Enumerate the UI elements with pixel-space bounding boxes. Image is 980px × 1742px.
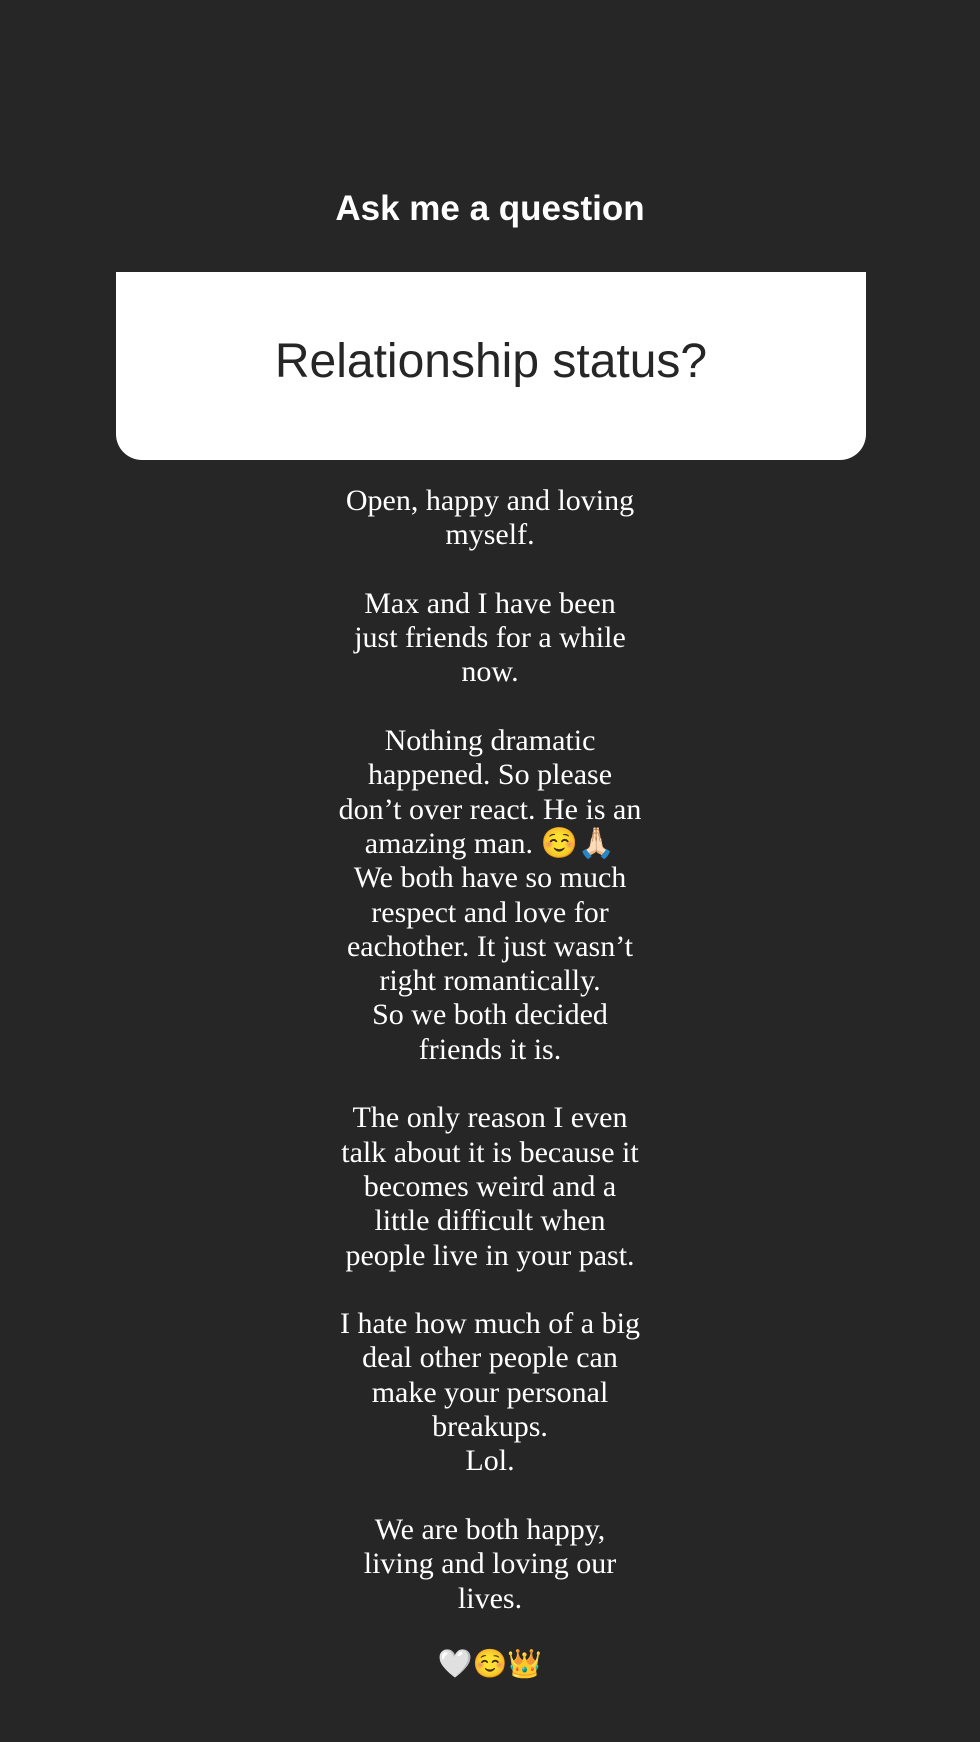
emoji-row: 🤍☺️👑 xyxy=(437,1647,543,1680)
answer-line: talk about it is because it xyxy=(341,1135,639,1169)
answer-line: becomes weird and a xyxy=(363,1169,617,1203)
answer-line: The only reason I even xyxy=(352,1101,628,1135)
question-text: Relationship status? xyxy=(274,335,708,388)
answer-line: We both have so much xyxy=(353,861,627,895)
answer-line: living and loving our xyxy=(363,1547,617,1581)
answer-line: don’t over react. He is an xyxy=(338,792,642,826)
answer-line: respect and love for xyxy=(371,895,609,929)
answer-line: breakups. xyxy=(432,1410,548,1444)
question-sticker-header: Ask me a question xyxy=(335,189,645,228)
answer-paragraph xyxy=(290,1513,690,1616)
answer-paragraph xyxy=(290,1307,690,1478)
question-sticker-card xyxy=(116,272,866,460)
answer-line: We are both happy, xyxy=(374,1512,606,1546)
answer-line: lives. xyxy=(457,1581,523,1615)
answer-line: eachother. It just wasn’t xyxy=(346,929,634,963)
answer-line: Lol. xyxy=(465,1444,515,1478)
answer-line: little difficult when xyxy=(374,1204,606,1238)
answer-line: right romantically. xyxy=(379,964,601,998)
answer-line: Nothing dramatic xyxy=(384,724,596,758)
answer-line: friends it is. xyxy=(418,1032,562,1066)
answer-line: myself. xyxy=(445,518,535,552)
answer-line: Open, happy and loving xyxy=(345,484,635,517)
answer-line: people live in your past. xyxy=(345,1238,635,1272)
answer-paragraph xyxy=(290,587,690,690)
answer-line: I hate how much of a big xyxy=(340,1307,640,1341)
answer-paragraph xyxy=(290,1101,690,1272)
answer-line: now. xyxy=(461,655,519,689)
answer-line: Max and I have been xyxy=(364,586,616,620)
answer-line: amazing man. ☺️🙏🏻 xyxy=(364,826,616,860)
answer-line: just friends for a while xyxy=(354,621,626,655)
answer-text-block xyxy=(290,484,690,1616)
answer-paragraph xyxy=(290,484,690,553)
answer-paragraph xyxy=(290,724,690,1067)
answer-line: make your personal xyxy=(371,1375,609,1409)
answer-line: happened. So please xyxy=(367,758,613,792)
answer-line: So we both decided xyxy=(372,998,608,1032)
answer-line: deal other people can xyxy=(362,1341,618,1375)
